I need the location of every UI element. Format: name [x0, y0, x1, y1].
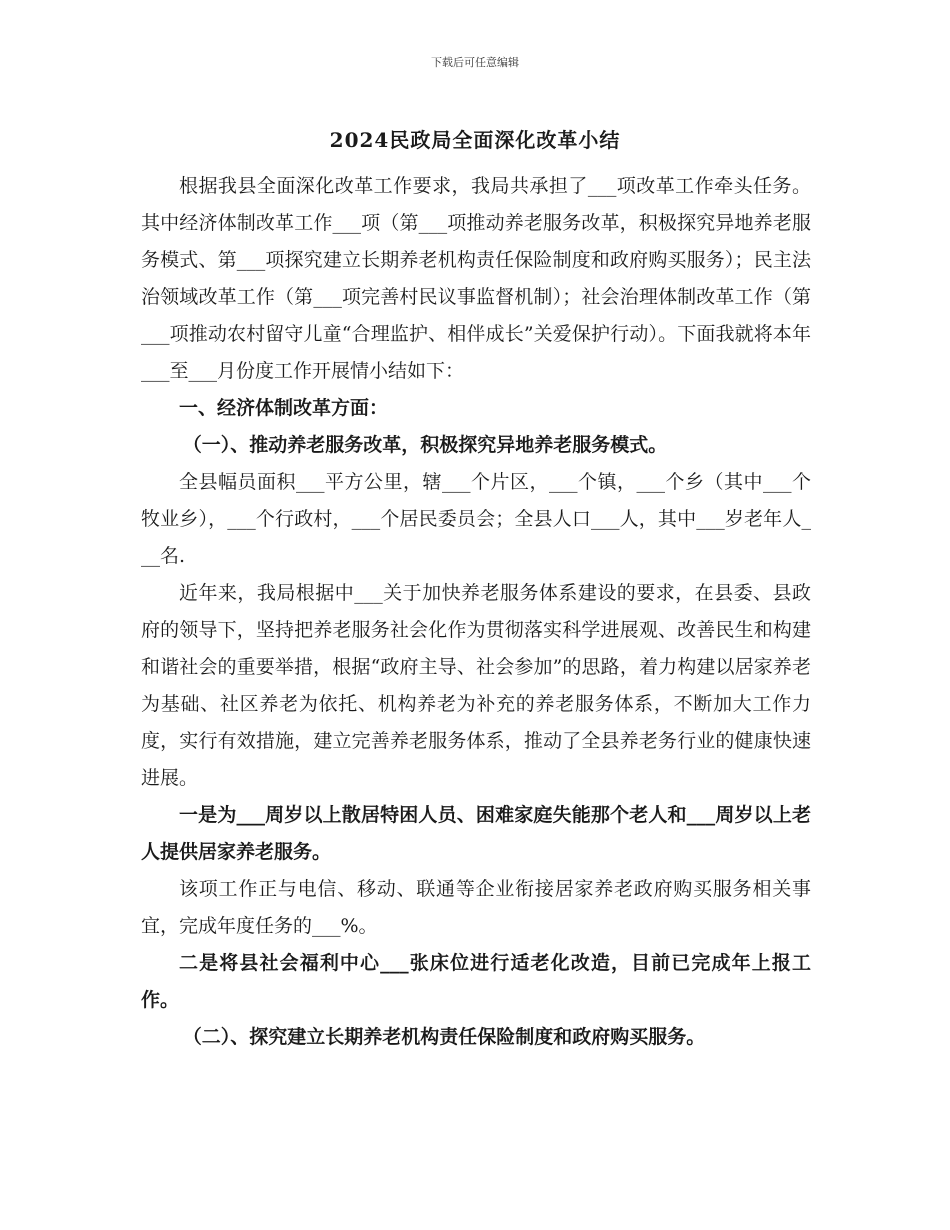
point-two-heading: 二是将县社会福利中心___张床位进行适老化改造，目前已完成年上报工作。 [141, 952, 811, 1011]
paragraph-intro: 根据我县全面深化改革工作要求，我局共承担了___项改革工作牵头任务。其中经济体制改革工作___项（第___项推动养老服务改革，积极探究异地养老服务模式、第___项探究建立长期养老机构责任保险制度和政府购买服务）；民主法治领域改革工作（第___项完善村民议事监督机制）；社会治理体制改革工作（第___项推动农村留守儿童“合理监护、相伴成长”关爱保护行动）。下面我就将本年___至___月份度工作开展情小结如下： [141, 175, 811, 382]
paragraph-point-one: 该项工作正与电信、移动、联通等企业衔接居家养老政府购买服务相关事宜，完成年度任务的___%。 [141, 878, 811, 937]
point-one-heading: 一是为___周岁以上散居特困人员、困难家庭失能那个老人和___周岁以上老人提供居家养老服务。 [141, 804, 811, 863]
paragraph-county-stats: 全县幅员面积___平方公里，辖___个片区，___个镇，___个乡（其中___个牧业乡），___个行政村，___个居民委员会；全县人口___人，其中___岁老年人___名. [141, 471, 811, 567]
document-body [141, 168, 811, 1056]
paragraph-recent-years: 近年来，我局根据中___关于加快养老服务体系建设的要求，在县委、县政府的领导下，坚持把养老服务社会化作为贯彻落实科学进展观、改善民生和构建和谐社会的重要举措，根据“政府主导、社会参加”的思路，着力构建以居家养老为基础、社区养老为依托、机构养老为补充的养老服务体系，不断加大工作力度，实行有效措施，建立完善养老服务体系，推动了全县养老务行业的健康快速进展。 [141, 582, 811, 789]
header-note: 下载后可任意编辑 [431, 56, 519, 69]
section-heading-1: 一、经济体制改革方面： [179, 397, 389, 419]
document-title: 2024民政局全面深化改革小结 [329, 128, 621, 152]
subsection-heading-1: （一）、推动养老服务改革，积极探究异地养老服务模式。 [182, 434, 668, 456]
subsection-heading-2: （二）、探究建立长期养老机构责任保险制度和政府购买服务。 [182, 1026, 706, 1048]
